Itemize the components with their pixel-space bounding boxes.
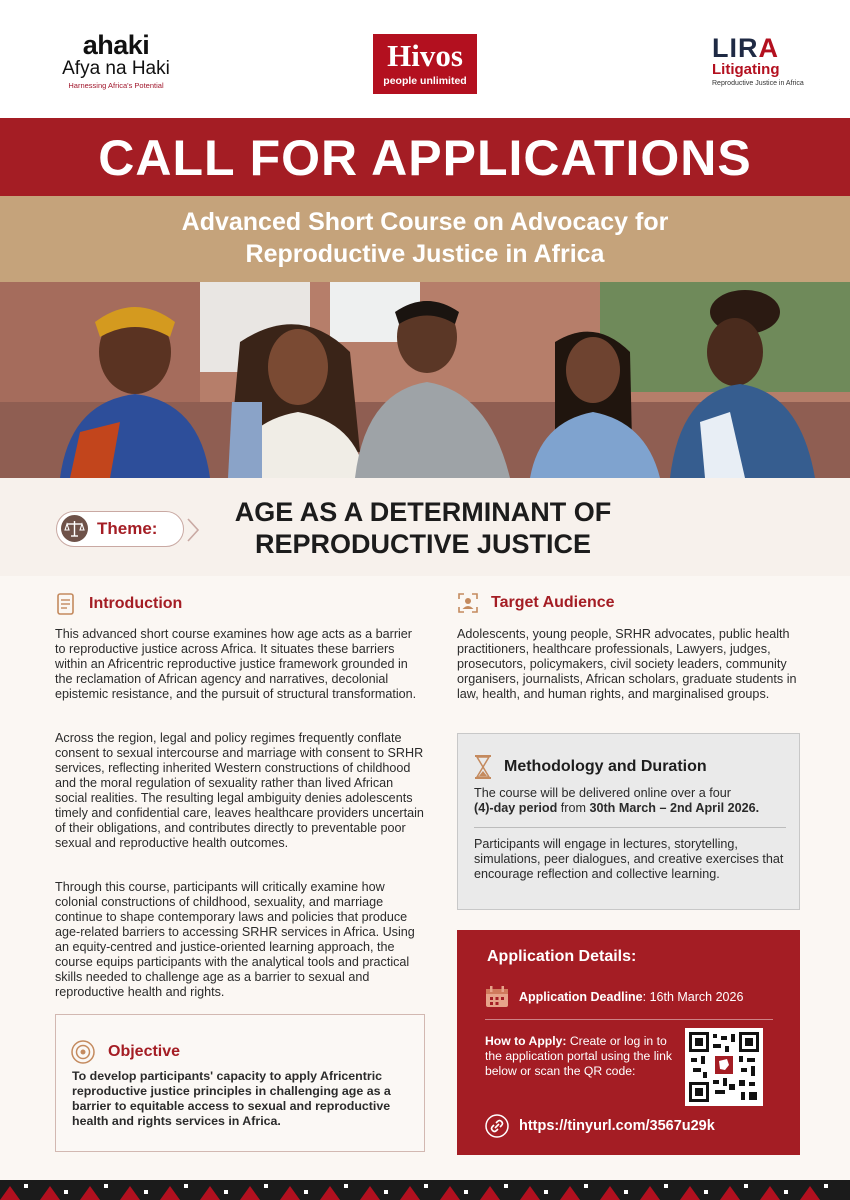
person-frame-icon bbox=[457, 592, 479, 614]
hivos-logo-brand: Hivos bbox=[387, 38, 463, 73]
scales-icon bbox=[61, 515, 88, 542]
application-deadline bbox=[485, 986, 743, 1008]
target-audience-title: Target Audience bbox=[491, 594, 615, 611]
course-title-line2: Reproductive Justice in Africa bbox=[245, 240, 605, 268]
target-audience-text: Adolescents, young people, SRHR advocates, public health practitioners, healthcare professionals, Lawyers, judges, prosecutors, policymakers, civil society leaders, community organisers, journalists, African scholars, graduate students in law, health, and human rights, and marginalised groups. bbox=[457, 627, 797, 701]
objective-box bbox=[55, 1014, 425, 1152]
objective-heading bbox=[70, 1039, 180, 1065]
methodology-duration-intro: The course will be delivered online over a four bbox=[474, 786, 731, 800]
lira-logo-brand bbox=[712, 34, 822, 62]
target-audience-heading bbox=[457, 592, 615, 614]
application-details-box bbox=[457, 930, 800, 1155]
methodology-duration-text bbox=[474, 786, 794, 816]
qr-code-graphic bbox=[689, 1032, 759, 1102]
lira-logo-brand-accent: A bbox=[758, 33, 779, 63]
hivos-logo-sub: people unlimited bbox=[383, 75, 467, 87]
hero-photo bbox=[0, 282, 850, 478]
hero-photo-illustration bbox=[0, 282, 850, 478]
methodology-duration-from: from bbox=[557, 801, 590, 815]
application-details-title: Application Details: bbox=[487, 948, 637, 965]
methodology-activities-text: Participants will engage in lectures, storytelling, simulations, peer dialogues, and creative exercises that encourage reflection and collective learning. bbox=[474, 837, 784, 881]
footer-pattern bbox=[0, 1180, 850, 1200]
application-url[interactable]: https://tinyurl.com/3567u29k bbox=[519, 1118, 715, 1134]
lira-logo bbox=[712, 34, 822, 90]
calendar-icon bbox=[485, 986, 509, 1008]
scroll-icon bbox=[55, 592, 77, 616]
introduction-heading bbox=[55, 592, 182, 616]
objective-title: Objective bbox=[108, 1043, 181, 1060]
subtitle-banner bbox=[0, 196, 850, 282]
hourglass-icon bbox=[474, 754, 492, 780]
deadline-label: Application Deadline bbox=[519, 990, 643, 1004]
methodology-heading bbox=[474, 754, 707, 780]
theme-pill bbox=[56, 511, 184, 547]
methodology-box bbox=[457, 733, 800, 910]
methodology-title: Methodology and Duration bbox=[504, 758, 707, 775]
methodology-duration-dates: 30th March – 2nd April 2026. bbox=[589, 801, 760, 815]
deadline-value: : 16th March 2026 bbox=[642, 990, 744, 1004]
methodology-divider bbox=[474, 827, 786, 828]
how-to-apply-text bbox=[485, 1034, 675, 1079]
introduction-paragraph-3: Through this course, participants will critically examine how colonial constructions of childhood, sexuality, and marriage continue to shape contemporary laws and policies that produce age-related barriers to accessing SRHR services in Africa. Using an equity-centred and justice-oriented learning approach, the course equips participants with the analytical tools and practical skills needed to challenge age as a barrier to sexual and reproductive health and rights. bbox=[55, 880, 415, 999]
ahaki-logo-tagline: Harnessing Africa's Potential bbox=[68, 81, 164, 90]
lira-logo-tagline: Reproductive Justice in Africa bbox=[712, 80, 804, 87]
application-divider bbox=[485, 1019, 773, 1020]
how-to-apply-instructions: Create or log in to the application portal using the link below or scan the QR code: bbox=[485, 1034, 672, 1078]
application-link[interactable] bbox=[485, 1114, 715, 1138]
link-icon bbox=[485, 1114, 509, 1138]
lira-logo-brand-main: LIR bbox=[712, 33, 759, 63]
theme-title-line2: REPRODUCTIVE JUSTICE bbox=[254, 529, 592, 559]
objective-text: To develop participants' capacity to apply Africentric reproductive justice principles in challenging age as a barrier to equitable access to sexual and reproductive health and rights services in Africa. bbox=[72, 1069, 391, 1128]
logo-bar bbox=[0, 0, 850, 118]
qr-code-icon[interactable] bbox=[685, 1028, 763, 1106]
lira-logo-sub: Litigating bbox=[712, 61, 780, 78]
introduction-paragraph-1: This advanced short course examines how age acts as a barrier to reproductive justice across Africa. It situates these barriers within an Africentric reproductive justice framework grounded in the reclamation of African agency and narratives, decolonial epistemic resistance, and the pursuit of structural transformation. bbox=[55, 627, 417, 701]
course-title-line1: Advanced Short Course on Advocacy for bbox=[181, 208, 669, 236]
page-title: CALL FOR APPLICATIONS bbox=[98, 130, 752, 186]
theme-title bbox=[208, 496, 638, 560]
how-to-apply-label: How to Apply: bbox=[485, 1034, 567, 1048]
methodology-duration-days: (4)-day period bbox=[474, 801, 558, 815]
introduction-title: Introduction bbox=[89, 595, 183, 612]
decorative-border bbox=[0, 1180, 850, 1200]
title-banner bbox=[0, 118, 850, 196]
hivos-logo bbox=[373, 34, 477, 94]
ahaki-logo-sub: Afya na Haki bbox=[62, 58, 170, 79]
ahaki-logo bbox=[56, 32, 176, 92]
target-icon bbox=[70, 1039, 96, 1065]
introduction-paragraph-2: Across the region, legal and policy regimes frequently conflate consent to sexual intercourse and marriage with consent to SRHR services, reflecting inherited Western constructions of childhood and the moral regulation of sexuality rather than lived African social realities. The resulting legal ambiguity denies adolescents timely and confidential care, leaves healthcare providers uncertain of their obligations, and contributes directly to preventable poor sexual and reproductive health outcomes. bbox=[55, 731, 424, 850]
theme-label: Theme: bbox=[97, 519, 158, 538]
ahaki-logo-brand: ahaki bbox=[82, 30, 150, 60]
theme-title-line1: AGE AS A DETERMINANT OF bbox=[234, 497, 612, 527]
chevron-right-icon bbox=[186, 517, 200, 543]
